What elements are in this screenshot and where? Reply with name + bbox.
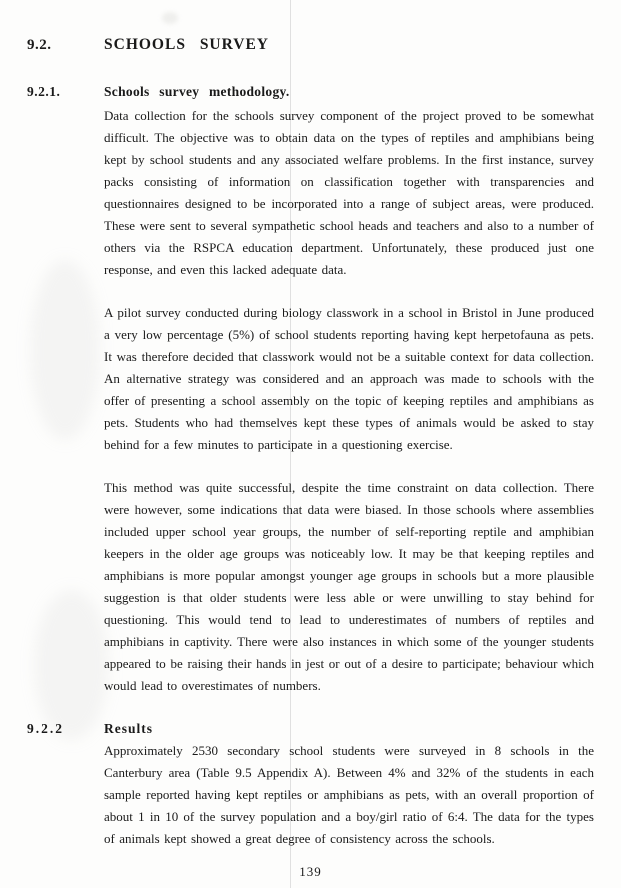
section-title: SCHOOLS SURVEY <box>104 36 270 53</box>
section-heading <box>0 36 621 54</box>
section-number: 9.2. <box>27 37 52 53</box>
results-paragraph-1: Approximately 2530 secondary school students were surveyed in 8 schools in the Canterbury area (Table 9.5 Appendix A). Between 4% and 32% of the students in each sample reported having kept reptiles or amphibians as pets, with an overall proportion of about 1 in 10 of the survey population and a boy/girl ratio of 6:4. The data for the types of animals kept showed a great degree of consistency across the schools. <box>104 743 594 846</box>
methodology-paragraph-3: This method was quite successful, despite the time constraint on data collection. There were however, some indications that data were biased. In those schools where assemblies included upper school year groups, the number of self-reporting reptile and amphibian keepers in the older age groups was noticeably low. It may be that keeping reptiles and amphibians is more popular amongst younger age groups in schools but a more plausible suggestion is that older students were less able or were unwilling to stay behind for questioning. This would tend to lead to underestimates of numbers of reptiles and amphibians in captivity. There were also instances in which some of the younger students appeared to be raising their hands in jest or out of a desire to participate; behaviour which would lead to overestimates of numbers. <box>104 480 594 693</box>
results-title: Results <box>104 721 154 736</box>
methodology-number: 9.2.1. <box>27 84 61 99</box>
page-number: 139 <box>299 864 322 879</box>
results-number: 9.2.2 <box>27 721 64 736</box>
methodology-heading <box>0 84 621 100</box>
methodology-paragraph-2-row <box>0 302 621 477</box>
methodology-paragraph-2: A pilot survey conducted during biology classwork in a school in Bristol in June produced a very low percentage (5%) of school students reporting having kept herpetofauna as pets. It was therefore decided that classwork would not be a suitable context for data collection. An alternative strategy was considered and an approach was made to schools with the offer of presenting a school assembly on the topic of keeping reptiles and amphibians as pets. Students who had themselves kept these types of animals would be asked to stay behind for a few minutes to participate in a questioning exercise. <box>104 305 594 452</box>
results-paragraph-1-row <box>0 740 621 871</box>
methodology-title: Schools survey methodology. <box>104 84 290 99</box>
methodology-paragraph-1: Data collection for the schools survey component of the project proved to be somewhat difficult. The objective was to obtain data on the types of reptiles and amphibians being kept by school students and any associated welfare problems. In the first instance, survey packs consisting of information on classification together with transparencies and questionnaires designed to be incorporated into a range of subject areas, were produced. These were sent to several sympathetic school heads and teachers and also to a number of others via the RSPCA education department. Unfortunately, these produced just one response, and even this lacked adequate data. <box>104 108 594 277</box>
methodology-paragraph-3-row <box>0 477 621 718</box>
results-heading <box>0 718 621 740</box>
methodology-paragraph-1-row <box>0 105 621 302</box>
